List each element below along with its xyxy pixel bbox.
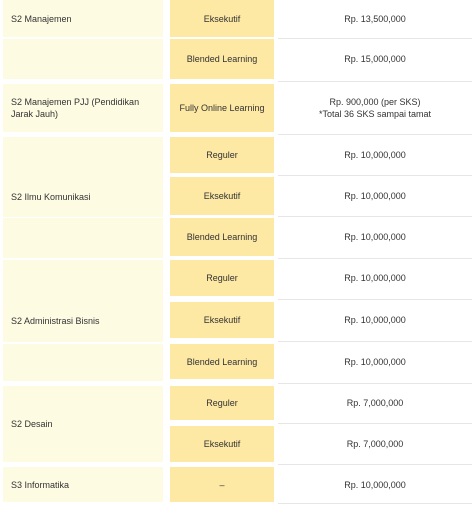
row-divider: [278, 423, 472, 424]
type-label: Blended Learning: [186, 356, 258, 367]
program-cell: [3, 0, 163, 37]
cost-cell: [278, 218, 472, 256]
program-cell-empty: [3, 39, 163, 79]
type-cell: [170, 426, 274, 462]
cost-value: Rp. 10,000,000: [344, 273, 406, 283]
type-label: Eksekutif: [203, 191, 241, 201]
cost-cell: [278, 344, 472, 379]
program-label: S2 Desain: [11, 419, 53, 429]
cost-cell: [278, 177, 472, 215]
cost-value: Rp. 900,000 (per SKS): [329, 97, 421, 107]
type-cell: [170, 177, 274, 215]
type-cell: [170, 260, 274, 296]
row-divider: [278, 464, 472, 465]
row-divider: [278, 134, 472, 135]
program-label: S2 Ilmu Komunikasi: [11, 192, 91, 202]
program-cell: [3, 467, 163, 502]
program-label: S3 Informatika: [11, 479, 70, 490]
program-cell: [3, 84, 163, 132]
row-divider: [278, 258, 472, 259]
cost-cell: [278, 39, 472, 79]
cost-value: Rp. 10,000,000: [344, 232, 406, 242]
type-label: Blended Learning: [186, 232, 258, 242]
type-cell: [170, 84, 274, 132]
row-divider: [278, 383, 472, 384]
row-divider: [278, 299, 472, 300]
cost-value: Rp. 7,000,000: [346, 398, 404, 408]
type-label: Eksekutif: [203, 315, 241, 325]
program-cell: [3, 300, 163, 342]
type-label: Reguler: [206, 398, 238, 408]
program-cell: [3, 386, 163, 462]
cost-value: Rp. 10,000,000: [344, 315, 406, 325]
type-cell: [170, 302, 274, 338]
type-label: Reguler: [206, 150, 238, 160]
program-cell: [3, 177, 163, 217]
cost-cell: [278, 302, 472, 338]
type-label: Fully Online Learning: [179, 103, 265, 113]
cost-value: Rp. 7,000,000: [346, 439, 404, 449]
cost-cell: [278, 426, 472, 462]
type-cell: [170, 386, 274, 420]
type-label: –: [219, 479, 225, 490]
cost-cell: [278, 260, 472, 296]
row-divider: [278, 175, 472, 176]
type-cell: [170, 0, 274, 37]
cost-value: Rp. 10,000,000: [344, 479, 406, 490]
cost-cell: [278, 137, 472, 173]
cost-value: Rp. 13,500,000: [344, 13, 406, 24]
row-divider: [278, 216, 472, 217]
program-cell-empty: [3, 218, 163, 258]
type-label: Eksekutif: [203, 439, 241, 449]
cost-value: Rp. 10,000,000: [344, 191, 406, 201]
program-cell-empty: [3, 344, 163, 381]
type-label: Reguler: [206, 273, 238, 283]
row-divider: [278, 503, 472, 504]
type-label: Eksekutif: [203, 13, 241, 24]
cost-cell: [278, 467, 472, 502]
row-divider: [278, 81, 472, 82]
type-cell: [170, 344, 274, 379]
type-cell: [170, 39, 274, 79]
program-label: S2 Manajemen: [11, 13, 72, 24]
cost-value: Rp. 10,000,000: [344, 356, 406, 367]
program-cell-empty: [3, 137, 163, 177]
cost-value: Rp. 15,000,000: [344, 54, 406, 64]
type-cell: [170, 137, 274, 173]
cost-cell: [278, 0, 472, 37]
type-cell: [170, 218, 274, 256]
type-cell: [170, 467, 274, 502]
cost-cell: [278, 386, 472, 420]
type-label: Blended Learning: [186, 54, 258, 64]
cost-cell: [278, 84, 472, 132]
cost-note: *Total 36 SKS sampai tamat: [318, 109, 432, 119]
row-divider: [278, 341, 472, 342]
program-label: S2 Manajemen PJJ (Pendidikan Jarak Jauh): [11, 97, 140, 119]
program-cell-empty: [3, 260, 163, 300]
program-label: S2 Administrasi Bisnis: [11, 316, 100, 326]
cost-value: Rp. 10,000,000: [344, 150, 406, 160]
